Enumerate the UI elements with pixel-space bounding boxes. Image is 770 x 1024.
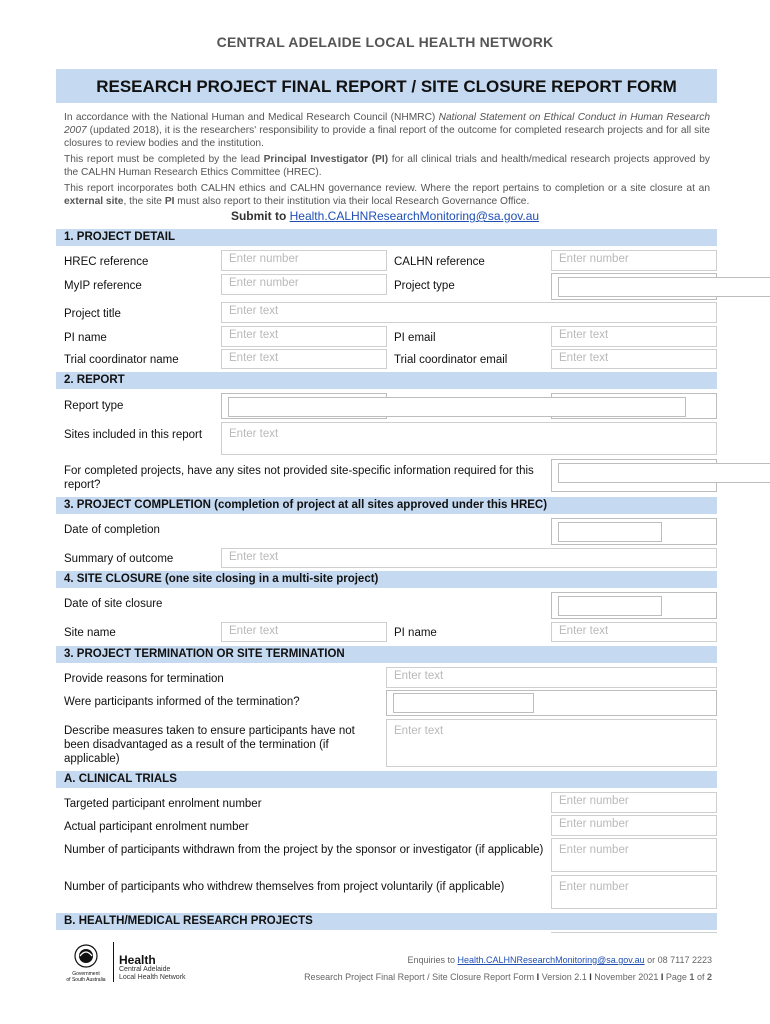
submit-line: Submit to Health.CALHNResearchMonitoring@sa.gov.au — [230, 209, 540, 223]
participants-informed-label: Were participants informed of the termination? — [64, 696, 300, 708]
pi-email-input[interactable]: Enter text — [551, 326, 717, 347]
report-type-label: Report type — [64, 400, 124, 412]
section-report: 2. REPORT — [56, 372, 717, 389]
hrec-reference-input[interactable]: Enter number — [221, 250, 387, 271]
withdrew-voluntarily-label: Number of participants who withdrew themselves from project voluntarily (if applicable) — [64, 881, 505, 893]
sites-included-input[interactable]: Enter text — [221, 422, 717, 455]
summary-of-outcome-label: Summary of outcome — [64, 553, 174, 565]
section-clinical-trials: A. CLINICAL TRIALS — [56, 771, 717, 788]
date-of-completion-input[interactable] — [558, 522, 662, 542]
trial-coordinator-name-input[interactable]: Enter text — [221, 349, 387, 369]
section-site-closure: 4. SITE CLOSURE (one site closing in a multi-site project) — [56, 571, 717, 588]
trial-coordinator-name-label: Trial coordinator name — [64, 354, 179, 366]
government-crest-logo — [60, 942, 112, 984]
section-health-medical-research: B. HEALTH/MEDICAL RESEARCH PROJECTS — [56, 913, 717, 930]
sites-included-label: Sites included in this report — [64, 429, 203, 441]
hrec-reference-label: HREC reference — [64, 256, 149, 268]
intro-paragraph-2: This report must be completed by the lead Principal Investigator (PI) for all clinical trials and health/medical research projects approved by the CALHN Human Research Ethics Committee (HREC). — [64, 154, 710, 178]
participants-informed-dropdown[interactable] — [393, 693, 534, 713]
measures-input[interactable]: Enter text — [386, 719, 717, 767]
pi-email-label: PI email — [394, 332, 436, 344]
date-of-site-closure-input[interactable] — [558, 596, 662, 616]
project-type-dropdown[interactable] — [558, 277, 770, 297]
section-b-field-edge — [551, 932, 717, 936]
withdrew-voluntarily-input[interactable]: Enter number — [551, 875, 717, 909]
calhn-reference-label: CALHN reference — [394, 256, 485, 268]
completed-question-dropdown[interactable] — [558, 463, 770, 483]
section-project-detail: 1. PROJECT DETAIL — [56, 229, 717, 246]
myip-reference-input[interactable]: Enter number — [221, 274, 387, 295]
site-name-label: Site name — [64, 627, 116, 639]
pi-name-input[interactable]: Enter text — [221, 326, 387, 347]
footer-form-info: Research Project Final Report / Site Closure Report Form I Version 2.1 I November 2021 I Page 1 of 2 — [304, 972, 712, 982]
actual-enrolment-label: Actual participant enrolment number — [64, 821, 249, 833]
date-of-completion-label: Date of completion — [64, 524, 160, 536]
withdrawn-by-sponsor-input[interactable]: Enter number — [551, 838, 717, 872]
myip-reference-label: MyIP reference — [64, 280, 142, 292]
form-title: RESEARCH PROJECT FINAL REPORT / SITE CLOSURE REPORT FORM — [96, 77, 677, 96]
calhn-reference-input[interactable]: Enter number — [551, 250, 717, 271]
network-name: CENTRAL ADELAIDE LOCAL HEALTH NETWORK — [216, 34, 554, 50]
intro-paragraph-1: In accordance with the National Human and Medical Research Council (NHMRC) National Statement on Ethical Conduct in Human Research 2007 (updated 2018), it is the researchers' responsibility to provide a final report of the outcome for completed research projects and for all site closures to review bodies and the institution. — [64, 112, 710, 149]
logo-subtitle: Central Adelaide Local Health Network — [119, 966, 186, 981]
trial-coordinator-email-label: Trial coordinator email — [394, 354, 508, 366]
measures-label: Describe measures taken to ensure participants have not been disadvantaged as a result of the termination (if applicable) — [64, 725, 355, 765]
section-project-completion: 3. PROJECT COMPLETION (completion of project at all sites approved under this HREC) — [56, 497, 717, 514]
project-title-input[interactable]: Enter text — [221, 302, 717, 323]
section-termination: 3. PROJECT TERMINATION OR SITE TERMINATION — [56, 646, 717, 663]
footer-enquiries-email[interactable]: Health.CALHNResearchMonitoring@sa.gov.au — [457, 955, 645, 965]
reasons-termination-label: Provide reasons for termination — [64, 673, 224, 685]
actual-enrolment-input[interactable]: Enter number — [551, 815, 717, 836]
site-name-input[interactable]: Enter text — [221, 622, 387, 642]
intro-paragraph-3: This report incorporates both CALHN ethics and CALHN governance review. Where the report pertains to completion or a site closure at an external site, the site PI must also report to their institution via their local Research Governance Office. — [64, 183, 710, 207]
project-type-label: Project type — [394, 280, 455, 292]
logo-health: Health — [119, 953, 156, 967]
targeted-enrolment-label: Targeted participant enrolment number — [64, 798, 262, 810]
report-type-dropdown[interactable] — [228, 397, 686, 417]
svg-text:Government: Government — [72, 971, 100, 977]
reasons-termination-input[interactable]: Enter text — [386, 667, 717, 688]
site-pi-name-label: PI name — [394, 627, 437, 639]
targeted-enrolment-input[interactable]: Enter number — [551, 792, 717, 813]
pi-name-label: PI name — [64, 332, 107, 344]
summary-of-outcome-input[interactable]: Enter text — [221, 548, 717, 568]
logo-divider — [113, 942, 114, 982]
trial-coordinator-email-input[interactable]: Enter text — [551, 349, 717, 369]
submit-email-link[interactable]: Health.CALHNResearchMonitoring@sa.gov.au — [289, 209, 540, 223]
svg-text:of South Australia: of South Australia — [66, 977, 106, 983]
footer-enquiries: Enquiries to Health.CALHNResearchMonitoring@sa.gov.au or 08 7117 2223 — [407, 955, 712, 965]
completed-projects-question: For completed projects, have any sites not provided site-specific information required for this report? — [64, 465, 534, 491]
site-pi-name-input[interactable]: Enter text — [551, 622, 717, 642]
date-of-site-closure-label: Date of site closure — [64, 598, 163, 610]
withdrawn-by-sponsor-label: Number of participants withdrawn from the project by the sponsor or investigator (if applicable) — [64, 844, 544, 856]
project-title-label: Project title — [64, 308, 121, 320]
